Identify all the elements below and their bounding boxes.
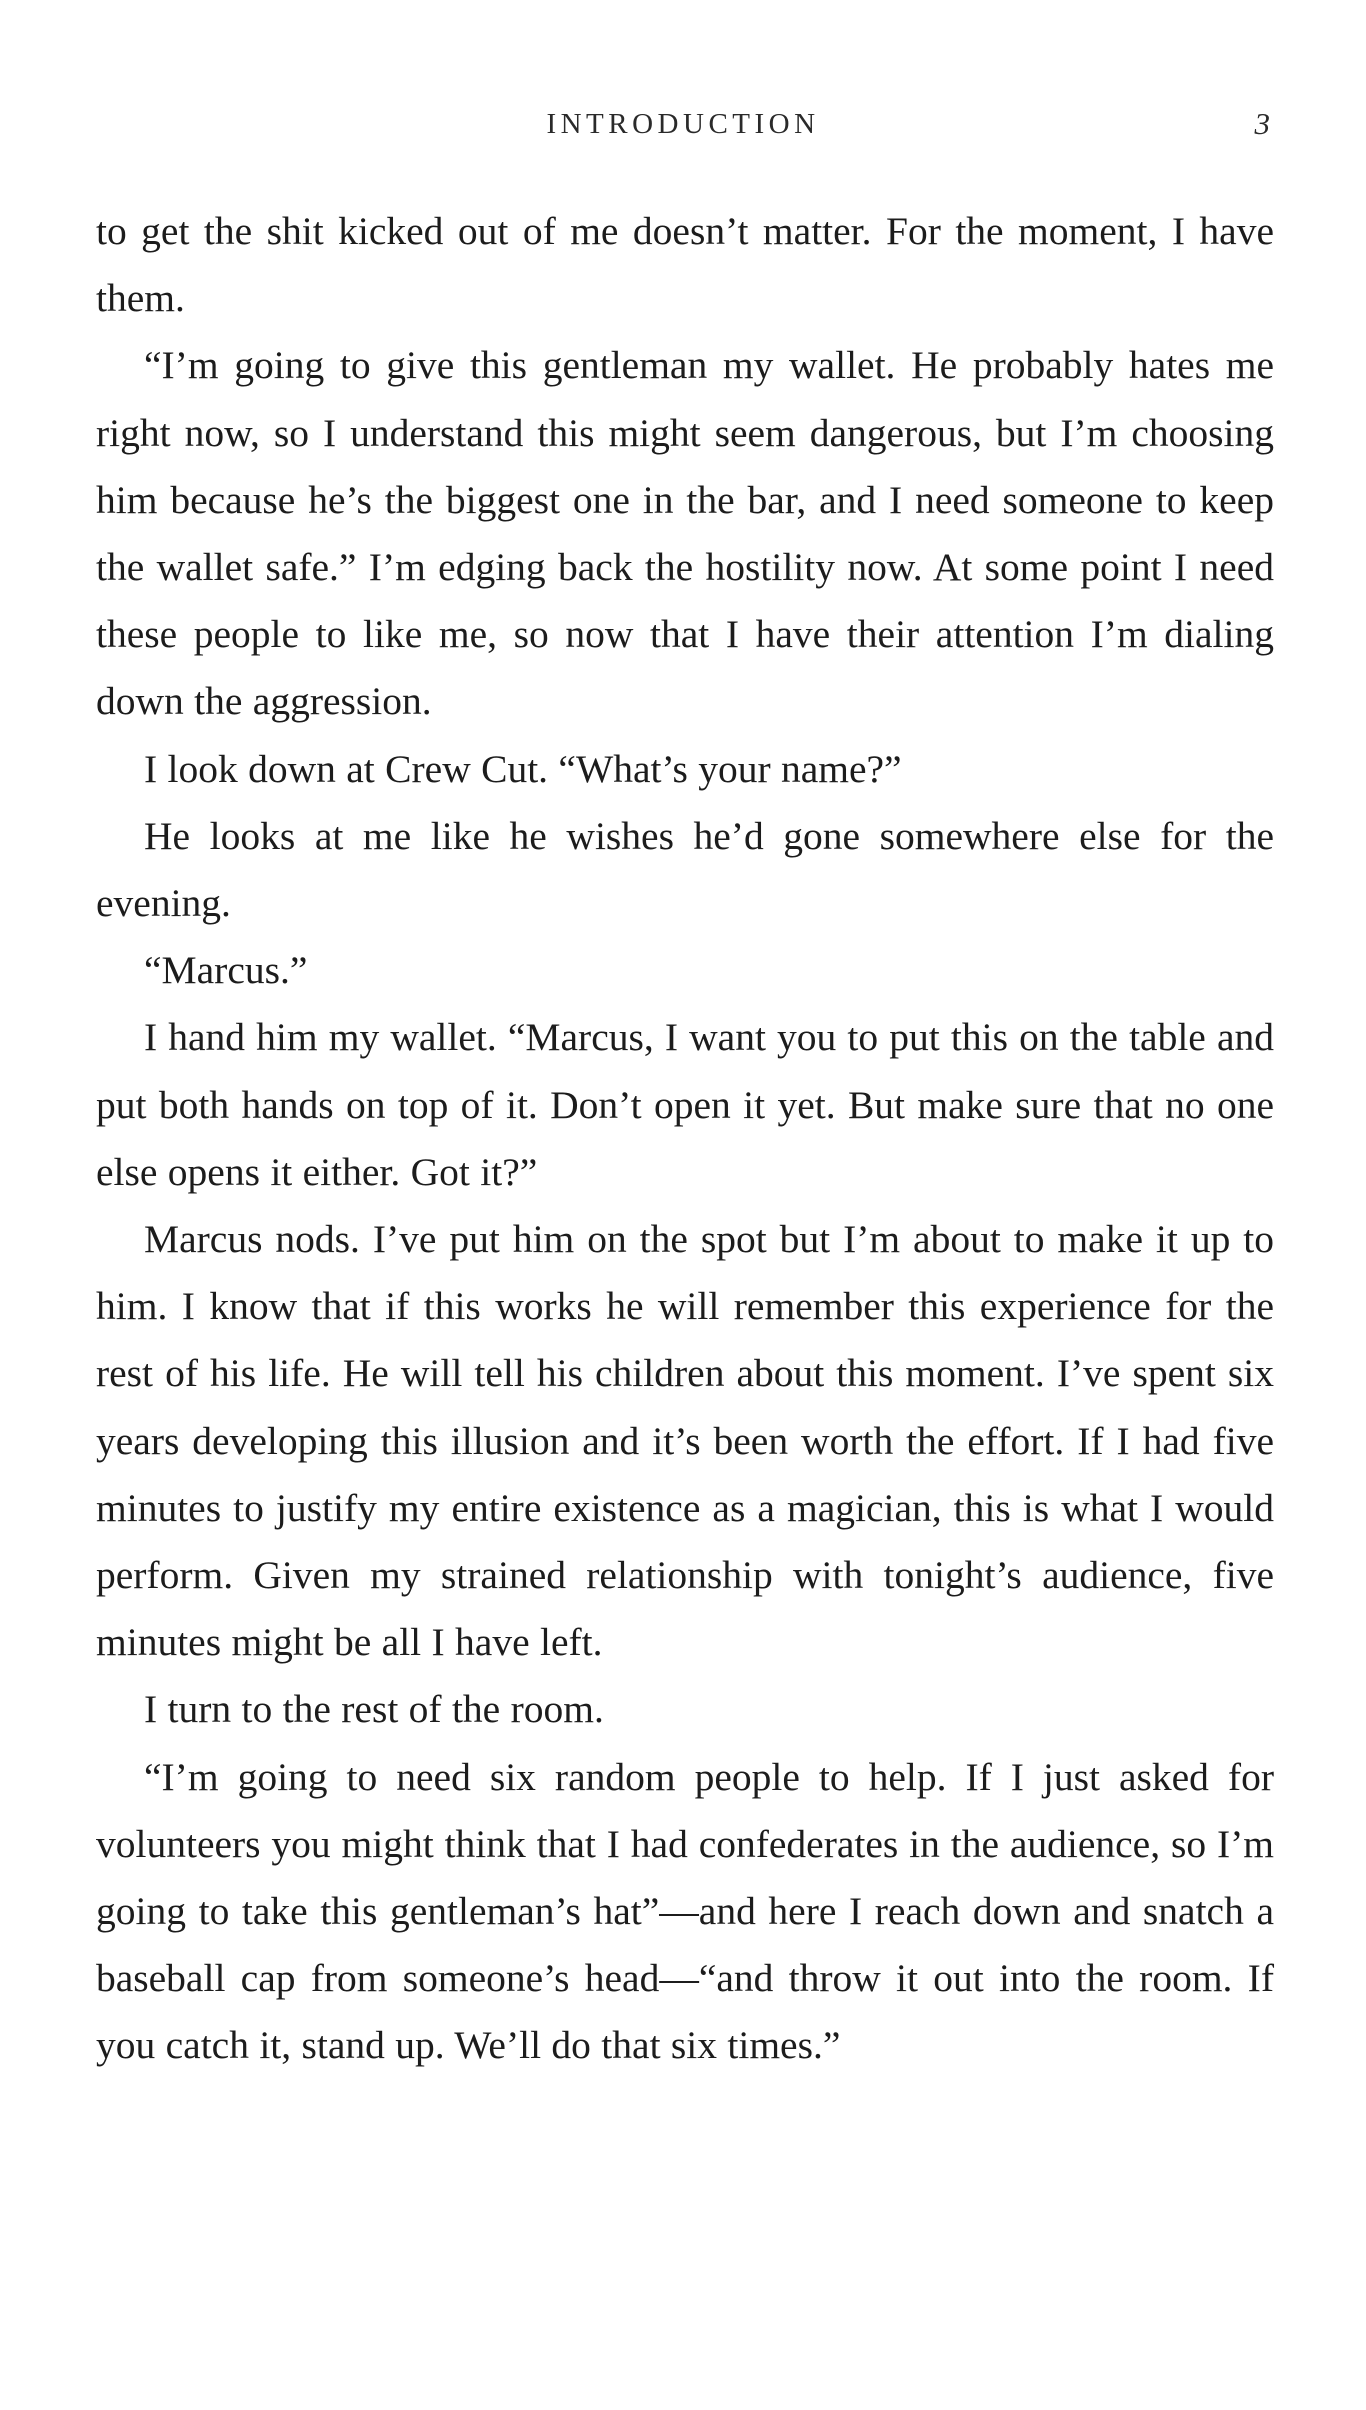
paragraph-7: Marcus nods. I’ve put him on the spot but I’m about to make it up to him. I know that if this works he will remember this experience for the rest of his life. He will tell his children about this moment. I’ve spent six years developing this illusion and it’s been worth the effort. If I had five minutes to justify my entire existence as a magician, this is what I would perform. Given my strained relationship with tonight’s audience, five minutes might be all I have left.	[96, 1217, 1274, 1665]
paragraph-2: “I’m going to give this gentleman my wallet. He probably hates me right now, so I understand this might seem dangerous, but I’m choosing him because he’s the biggest one in the bar, and I need someone to keep the wallet safe.” I’m edging back the hostility now. At some point I need these people to like me, so now that I have their attention I’m dialing down the aggression.	[96, 343, 1274, 724]
paragraph-1: to get the shit kicked out of me doesn’t matter. For the moment, I have them.	[96, 209, 1274, 321]
paragraph-3: I look down at Crew Cut. “What’s your name?”	[144, 746, 902, 791]
running-head	[0, 104, 1366, 144]
page-number: 3	[1254, 106, 1270, 141]
paragraph-5: “Marcus.”	[144, 948, 308, 993]
paragraph-9: “I’m going to need six random people to help. If I just asked for volunteers you might think that I had confederates in the audience, so I’m going to take this gentleman’s hat”—and here I reach down and snatch a baseball cap from someone’s head—“and throw it out into the room. If you catch it, stand up. We’ll do that six times.”	[96, 1754, 1274, 2068]
body-text	[96, 198, 1274, 2080]
running-title: INTRODUCTION	[546, 108, 820, 140]
paragraph-8: I turn to the rest of the room.	[144, 1687, 604, 1732]
paragraph-4: He looks at me like he wishes he’d gone somewhere else for the evening.	[96, 813, 1274, 926]
paragraph-6: I hand him my wallet. “Marcus, I want you to put this on the table and put both hands on top of it. Don’t open it yet. But make sure that no one else opens it either. Got it?”	[96, 1015, 1274, 1194]
